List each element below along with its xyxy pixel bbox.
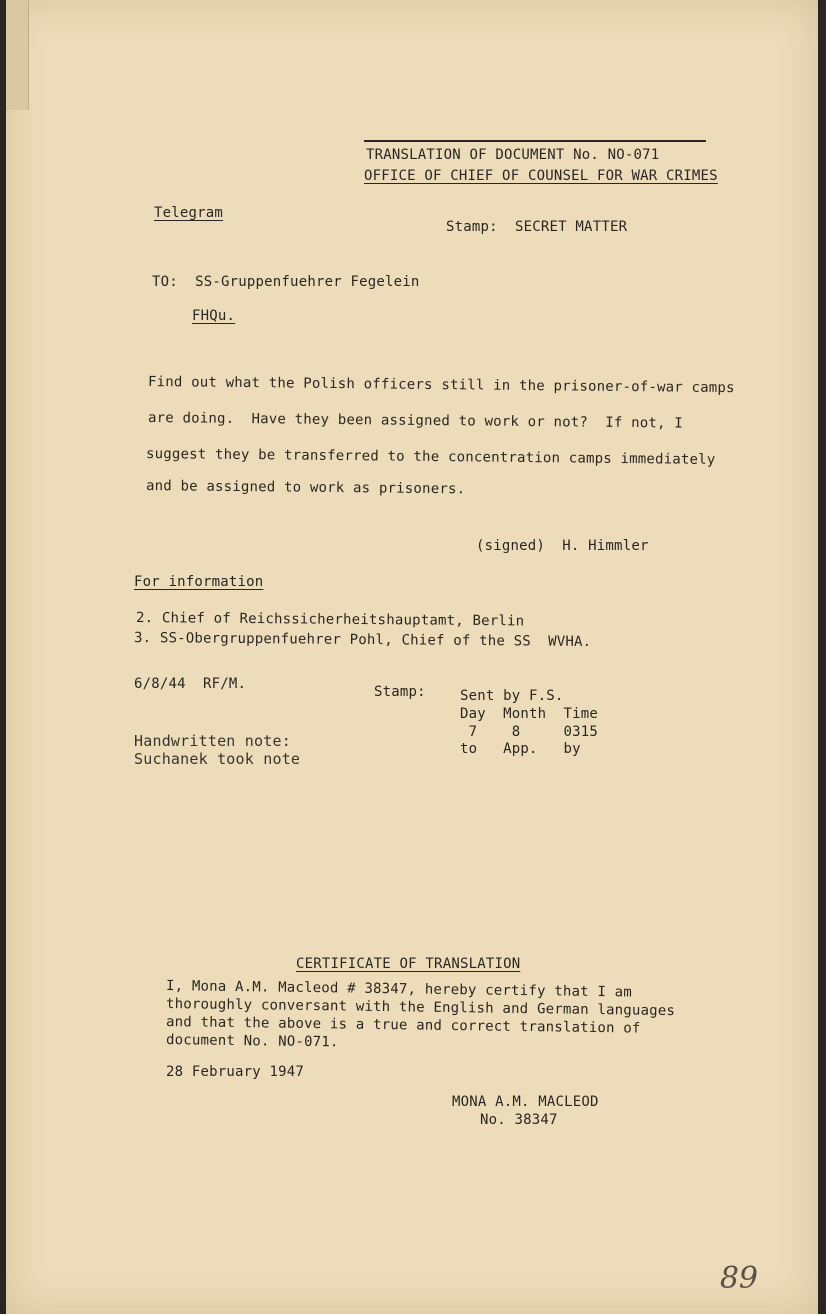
certificate-line-3: and that the above is a true and correct translation of [165, 1014, 641, 1037]
body-line-3: suggest they be transferred to the concentration camps immediately [145, 446, 716, 468]
addressee: TO: SS-Gruppenfuehrer Fegelein [152, 274, 420, 290]
stamp-row-1: Sent by F.S. [460, 688, 564, 704]
body-line-4: and be assigned to work as prisoners. [145, 478, 466, 498]
page-edge [6, 0, 29, 110]
body-line-2: are doing. Have they been assigned to work or not? If not, I [147, 410, 684, 432]
stamp-secret-matter: Stamp: SECRET MATTER [446, 219, 628, 235]
date-reference: 6/8/44 RF/M. [134, 676, 247, 692]
certificate-line-2: thoroughly conversant with the English and German languages [165, 996, 676, 1020]
certificate-line-1: I, Mona A.M. Macleod # 38347, hereby certify that I am [165, 978, 633, 1001]
stamp-row-2: Day Month Time [460, 706, 599, 722]
certificate-line-4: document No. NO-071. [165, 1032, 339, 1051]
handwritten-note-line-1: Handwritten note: [134, 732, 291, 750]
body-line-1: Find out what the Polish officers still in the prisoner-of-war camps [147, 374, 735, 397]
stamp-label: Stamp: [374, 684, 426, 700]
signature-himmler: (signed) H. Himmler [476, 538, 649, 554]
translator-number: No. 38347 [480, 1112, 558, 1128]
folio-number: 89 [719, 1261, 758, 1296]
fhqu-label: FHQu. [192, 308, 236, 324]
distribution-line-3: 3. SS-Obergruppenfuehrer Pohl, Chief of the SS WVHA. [133, 630, 592, 650]
header-line-2: OFFICE OF CHIEF OF COUNSEL FOR WAR CRIMES [364, 168, 718, 184]
document-page [6, 0, 818, 1314]
distribution-line-2: 2. Chief of Reichssicherheitshauptamt, Berlin [135, 610, 525, 630]
translator-name: MONA A.M. MACLEOD [452, 1094, 599, 1110]
certificate-date: 28 February 1947 [166, 1064, 305, 1080]
stamp-row-4: to App. by [460, 741, 581, 757]
stamp-row-3: 7 8 0315 [460, 724, 599, 740]
handwritten-note-line-2: Suchanek took note [134, 750, 301, 768]
for-information-heading: For information [134, 574, 264, 590]
header-top-rule [364, 140, 706, 142]
header-line-1: TRANSLATION OF DOCUMENT No. NO-071 [366, 147, 660, 163]
certificate-title: CERTIFICATE OF TRANSLATION [296, 956, 521, 972]
telegram-label: Telegram [154, 205, 224, 221]
